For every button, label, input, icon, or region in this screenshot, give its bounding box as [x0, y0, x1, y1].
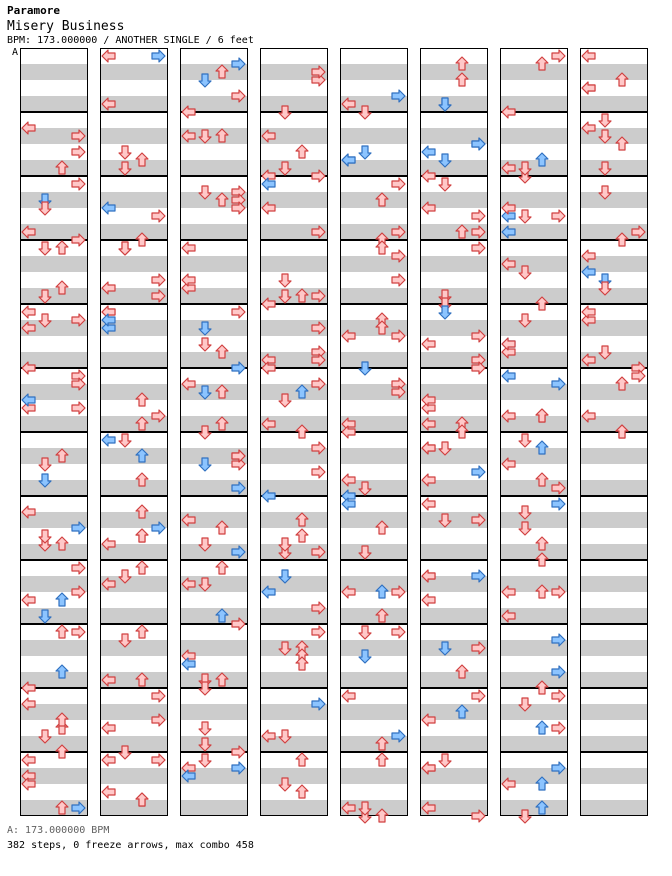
- stripe: [100, 224, 168, 240]
- stripe: [580, 512, 648, 528]
- artist-name: Paramore: [7, 4, 60, 17]
- stripe: [580, 640, 648, 656]
- step-arrow: [552, 50, 565, 62]
- stripe: [420, 544, 488, 560]
- stripe: [340, 288, 408, 304]
- stripe: [340, 192, 408, 208]
- stripe: [580, 192, 648, 208]
- stripe: [20, 96, 88, 112]
- step-arrow: [296, 657, 308, 670]
- stripe: [420, 288, 488, 304]
- chart-column: [500, 49, 568, 817]
- step-arrow: [296, 785, 308, 798]
- step-arrow: [552, 498, 565, 510]
- stripe: [180, 320, 248, 336]
- stripe: [100, 608, 168, 624]
- stripe: [500, 64, 568, 80]
- stripe: [260, 512, 328, 528]
- step-arrow: [552, 210, 565, 222]
- stripe: [180, 160, 248, 176]
- step-arrow: [199, 338, 211, 351]
- stripe: [580, 800, 648, 816]
- step-arrow: [119, 242, 131, 255]
- stripe: [20, 608, 88, 624]
- stripe: [100, 128, 168, 144]
- stripe: [500, 736, 568, 752]
- stripe: [580, 384, 648, 400]
- stripe: [100, 448, 168, 464]
- step-arrow: [56, 593, 68, 606]
- stripe: [500, 544, 568, 560]
- stripe: [340, 608, 408, 624]
- step-arrow: [262, 178, 275, 190]
- step-arrow: [119, 146, 131, 159]
- step-arrow: [392, 626, 405, 638]
- stripe: [580, 576, 648, 592]
- stripe: [100, 64, 168, 80]
- step-stats: 382 steps, 0 freeze arrows, max combo 458: [7, 840, 254, 851]
- step-arrow: [439, 306, 451, 319]
- step-arrow: [502, 338, 515, 350]
- step-arrow: [439, 178, 451, 191]
- step-arrow: [502, 370, 515, 382]
- step-arrow: [359, 146, 371, 159]
- stripe: [500, 288, 568, 304]
- stripe: [20, 64, 88, 80]
- step-arrow: [582, 82, 595, 94]
- step-arrow: [632, 370, 645, 382]
- step-arrow: [376, 241, 388, 254]
- step-arrow: [102, 722, 115, 734]
- step-arrow: [136, 529, 148, 542]
- stripe: [340, 768, 408, 784]
- stripe: [580, 544, 648, 560]
- step-arrow: [342, 690, 355, 702]
- stripe: [500, 512, 568, 528]
- stripe: [260, 800, 328, 816]
- step-arrow: [519, 210, 531, 223]
- step-arrow: [199, 722, 211, 735]
- chart-meta: BPM: 173.000000 / ANOTHER SINGLE / 6 feet: [7, 35, 254, 46]
- step-arrow: [182, 274, 195, 286]
- stripe: [260, 640, 328, 656]
- step-arrow: [102, 434, 115, 446]
- stripe: [100, 736, 168, 752]
- stripe: [500, 800, 568, 816]
- stripe: [580, 736, 648, 752]
- stripe: [20, 480, 88, 496]
- step-arrow: [312, 466, 325, 478]
- step-arrow: [216, 561, 228, 574]
- stripe: [20, 288, 88, 304]
- step-arrow: [152, 690, 165, 702]
- step-arrow: [552, 690, 565, 702]
- stripe: [580, 96, 648, 112]
- step-arrow: [232, 306, 245, 318]
- stripe: [580, 672, 648, 688]
- step-arrow: [519, 434, 531, 447]
- chart-column: [580, 49, 648, 817]
- step-arrow: [56, 241, 68, 254]
- step-arrow: [359, 626, 371, 639]
- stripe: [260, 672, 328, 688]
- step-arrow: [342, 498, 355, 510]
- stripe: [500, 704, 568, 720]
- stripe: [420, 608, 488, 624]
- stripe: [580, 704, 648, 720]
- step-arrow: [72, 562, 85, 574]
- step-arrow: [182, 242, 195, 254]
- stripe: [580, 608, 648, 624]
- step-arrow: [422, 498, 435, 510]
- stripe: [180, 800, 248, 816]
- stripe: [100, 800, 168, 816]
- step-arrow: [152, 210, 165, 222]
- step-arrow: [22, 594, 35, 606]
- step-arrow: [152, 274, 165, 286]
- step-arrow: [39, 242, 51, 255]
- stripe: [100, 480, 168, 496]
- stripe: [180, 704, 248, 720]
- stripe: [340, 512, 408, 528]
- stripe: [260, 256, 328, 272]
- step-arrow: [152, 50, 165, 62]
- step-arrow: [422, 594, 435, 606]
- stripe: [420, 64, 488, 80]
- step-arrow: [392, 274, 405, 286]
- stripe: [100, 256, 168, 272]
- step-arrow: [439, 754, 451, 767]
- step-arrow: [552, 722, 565, 734]
- step-arrow: [582, 306, 595, 318]
- stripe: [580, 480, 648, 496]
- step-arrow: [56, 625, 68, 638]
- stripe: [100, 640, 168, 656]
- step-arrow: [422, 338, 435, 350]
- step-arrow: [472, 466, 485, 478]
- stripe: [20, 192, 88, 208]
- step-arrow: [279, 274, 291, 287]
- step-arrow: [136, 625, 148, 638]
- stripe: [180, 224, 248, 240]
- chart-column: [180, 49, 248, 817]
- stripe: [20, 416, 88, 432]
- stripe: [260, 96, 328, 112]
- stripe: [580, 64, 648, 80]
- stripe: [20, 544, 88, 560]
- stripe: [100, 384, 168, 400]
- step-arrow: [296, 145, 308, 158]
- step-arrow: [72, 626, 85, 638]
- step-arrow: [472, 690, 485, 702]
- step-arrow: [119, 434, 131, 447]
- stripe: [100, 352, 168, 368]
- step-arrow: [296, 529, 308, 542]
- step-arrow: [22, 306, 35, 318]
- stripe: [580, 160, 648, 176]
- stripe: [420, 256, 488, 272]
- stripe: [100, 160, 168, 176]
- song-title: Misery Business: [7, 19, 125, 34]
- step-arrow: [472, 210, 485, 222]
- step-arrow: [102, 50, 115, 62]
- stripe: [340, 128, 408, 144]
- step-arrow: [582, 50, 595, 62]
- step-arrow: [296, 753, 308, 766]
- stripe: [340, 640, 408, 656]
- stripe: [20, 256, 88, 272]
- stripe: [340, 672, 408, 688]
- bpm-start-marker: A: [12, 47, 19, 58]
- stripe: [420, 736, 488, 752]
- step-arrow: [39, 530, 51, 543]
- step-arrow: [472, 242, 485, 254]
- stripe: [20, 736, 88, 752]
- step-arrow: [72, 146, 85, 158]
- stripe: [180, 416, 248, 432]
- stripe: [500, 128, 568, 144]
- step-arrow: [136, 561, 148, 574]
- step-arrow: [422, 146, 435, 158]
- step-arrow: [599, 114, 611, 127]
- stripe: [100, 768, 168, 784]
- step-arrow: [376, 753, 388, 766]
- stripe: [580, 768, 648, 784]
- step-arrow: [102, 786, 115, 798]
- bpm-summary: A: 173.000000 BPM: [7, 825, 110, 836]
- stripe: [20, 160, 88, 176]
- chart-column: [420, 49, 488, 817]
- stripe: [340, 352, 408, 368]
- stripe: [420, 96, 488, 112]
- stripe: [180, 672, 248, 688]
- step-arrow: [72, 178, 85, 190]
- stripe: [340, 544, 408, 560]
- stripe: [580, 288, 648, 304]
- stripe: [580, 448, 648, 464]
- chart-column: [100, 49, 168, 817]
- stripe: [500, 320, 568, 336]
- step-arrow: [199, 754, 211, 767]
- step-arrow: [152, 754, 165, 766]
- stripe: [340, 448, 408, 464]
- stripe: [340, 704, 408, 720]
- stripe: [20, 640, 88, 656]
- step-arrow: [72, 402, 85, 414]
- step-arrow: [22, 754, 35, 766]
- stripe: [260, 768, 328, 784]
- step-arrow: [182, 658, 195, 670]
- step-arrow: [312, 626, 325, 638]
- stripe: [180, 256, 248, 272]
- stripe: [340, 64, 408, 80]
- stripe: [420, 672, 488, 688]
- stripe: [20, 448, 88, 464]
- step-arrow: [392, 178, 405, 190]
- step-arrow: [102, 754, 115, 766]
- step-arrow: [536, 721, 548, 734]
